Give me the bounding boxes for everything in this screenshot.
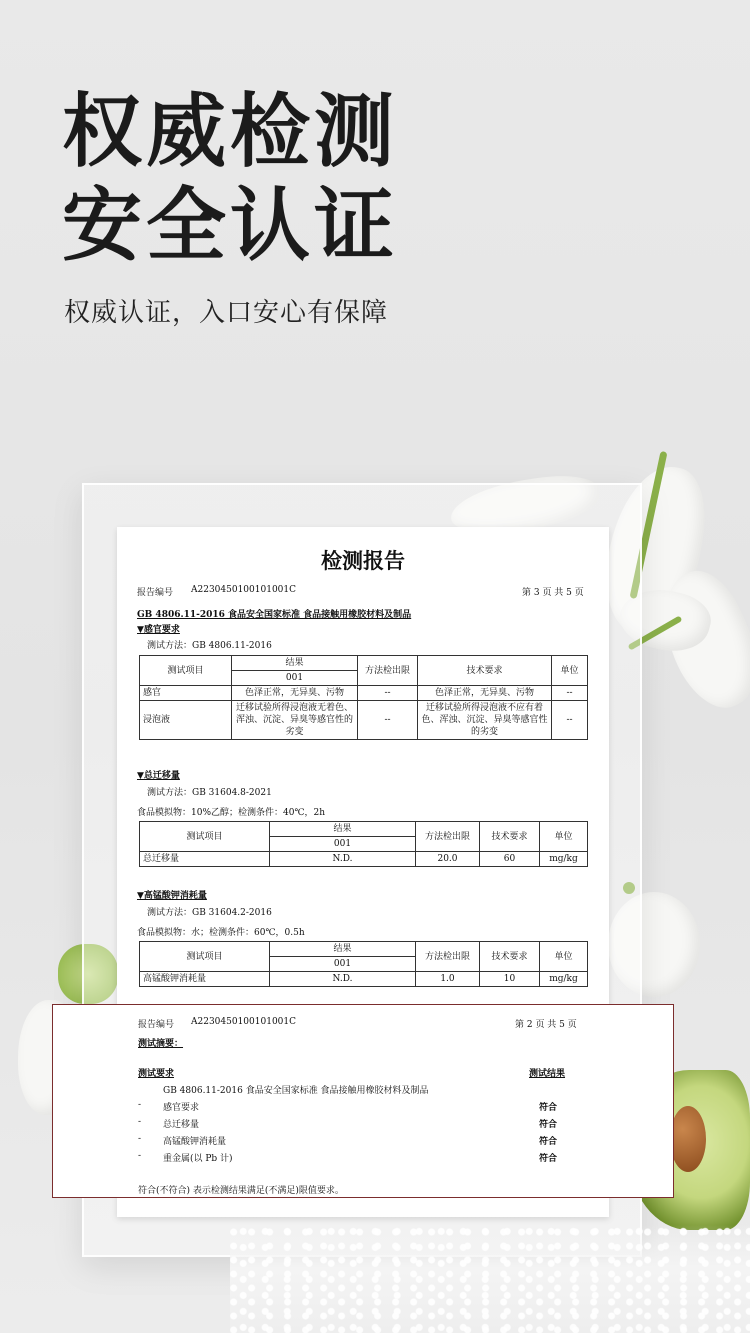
cell-limit: -- — [358, 701, 418, 740]
col-header-unit: 单位 — [540, 822, 588, 852]
col-header-limit: 方法检出限 — [416, 942, 480, 972]
headline-line-1: 权威检测 — [62, 85, 398, 178]
summary-footnote: 符合(不符合) 表示检测结果满足(不满足)限值要求。 — [138, 1186, 344, 1196]
summary-page-info: 第 2 页 共 5 页 — [515, 1020, 577, 1030]
col-header-unit: 单位 — [540, 942, 588, 972]
report-title: 检测报告 — [321, 548, 405, 573]
col-header-result: 结果 — [270, 822, 416, 837]
summary-item-result: 符合 — [539, 1120, 558, 1130]
cell-result: N.D. — [270, 852, 416, 867]
section-heading: ▼感官要求 — [137, 625, 180, 635]
col-header-unit: 单位 — [552, 656, 588, 686]
table-row — [140, 701, 588, 740]
section-conditions: 食品模拟物：水；检测条件：60℃，0.5h — [137, 928, 305, 938]
cell-item: 总迁移量 — [140, 852, 270, 867]
col-header-result: 结果 — [232, 656, 358, 671]
col-header-sample: 001 — [270, 837, 416, 852]
summary-item-dash: - — [138, 1134, 142, 1144]
section-method: 测试方法：GB 31604.2-2016 — [147, 908, 272, 918]
report-page-info: 第 3 页 共 5 页 — [522, 588, 584, 598]
cell-unit: mg/kg — [540, 972, 588, 987]
cell-item: 感官 — [140, 686, 232, 701]
table-row — [140, 972, 588, 987]
cell-result: 迁移试验所得浸泡液无着色、浑浊、沉淀、异臭等感官性的劣变 — [232, 701, 358, 740]
cell-req: 迁移试验所得浸泡液不应有着色、浑浊、沉淀、异臭等感官性的劣变 — [418, 701, 552, 740]
col-header-sample: 001 — [270, 957, 416, 972]
col-header-req: 技术要求 — [418, 656, 552, 686]
cell-item: 浸泡液 — [140, 701, 232, 740]
subtitle: 权威认证，入口安心有保障 — [64, 298, 389, 328]
rice-grains-decoration — [230, 1225, 750, 1333]
report-no: A2230450100101001C — [191, 585, 297, 595]
cell-result: N.D. — [270, 972, 416, 987]
summary-report-no-label: 报告编号 — [138, 1020, 175, 1030]
col-header-limit: 方法检出限 — [358, 656, 418, 686]
results-table — [139, 941, 588, 987]
section-heading: ▼总迁移量 — [137, 771, 180, 781]
cell-unit: -- — [552, 686, 588, 701]
test-summary-panel — [52, 1004, 674, 1198]
results-table — [139, 821, 588, 867]
summary-item-name: 重金属(以 Pb 计) — [163, 1154, 233, 1164]
summary-item-dash: - — [138, 1117, 142, 1127]
col-header-req: 技术要求 — [480, 942, 540, 972]
cell-result: 色泽正常，无异臭、污物 — [232, 686, 358, 701]
summary-item-name: 高锰酸钾消耗量 — [163, 1137, 227, 1147]
cell-req: 色泽正常，无异臭、污物 — [418, 686, 552, 701]
section-heading: ▼高锰酸钾消耗量 — [137, 891, 207, 901]
summary-item-result: 符合 — [539, 1103, 558, 1113]
col-header-item: 测试项目 — [140, 656, 232, 686]
col-header-req: 技术要求 — [480, 822, 540, 852]
cell-item: 高锰酸钾消耗量 — [140, 972, 270, 987]
cell-req: 60 — [480, 852, 540, 867]
cell-limit: 1.0 — [416, 972, 480, 987]
summary-standard: GB 4806.11-2016 食品安全国家标准 食品接触用橡胶材料及制品 — [163, 1086, 429, 1096]
summary-report-no: A2230450100101001C — [191, 1017, 297, 1027]
col-header-limit: 方法检出限 — [416, 822, 480, 852]
summary-item-name: 感官要求 — [163, 1103, 200, 1113]
cell-limit: 20.0 — [416, 852, 480, 867]
report-standard: GB 4806.11-2016 食品安全国家标准 食品接触用橡胶材料及制品 — [137, 610, 412, 620]
cell-unit: -- — [552, 701, 588, 740]
summary-item-dash: - — [138, 1100, 142, 1110]
cell-req: 10 — [480, 972, 540, 987]
col-header-item: 测试项目 — [140, 942, 270, 972]
section-conditions: 食品模拟物：10%乙醇；检测条件：40℃，2h — [137, 808, 326, 818]
summary-item-name: 总迁移量 — [163, 1120, 200, 1130]
summary-col-req: 测试要求 — [138, 1069, 175, 1079]
summary-item-result: 符合 — [539, 1154, 558, 1164]
section-method: 测试方法：GB 31604.8-2021 — [147, 788, 272, 798]
report-no-label: 报告编号 — [137, 588, 174, 598]
summary-col-result: 测试结果 — [529, 1069, 566, 1079]
col-header-item: 测试项目 — [140, 822, 270, 852]
table-row — [140, 852, 588, 867]
summary-item-result: 符合 — [539, 1137, 558, 1147]
headline-line-2: 安全认证 — [62, 179, 398, 272]
col-header-result: 结果 — [270, 942, 416, 957]
table-row — [140, 686, 588, 701]
cell-unit: mg/kg — [540, 852, 588, 867]
results-table — [139, 655, 588, 740]
section-method: 测试方法：GB 4806.11-2016 — [147, 641, 272, 651]
cell-limit: -- — [358, 686, 418, 701]
summary-title: 测试摘要： — [138, 1039, 184, 1049]
summary-item-dash: - — [138, 1151, 142, 1161]
col-header-sample: 001 — [232, 671, 358, 686]
